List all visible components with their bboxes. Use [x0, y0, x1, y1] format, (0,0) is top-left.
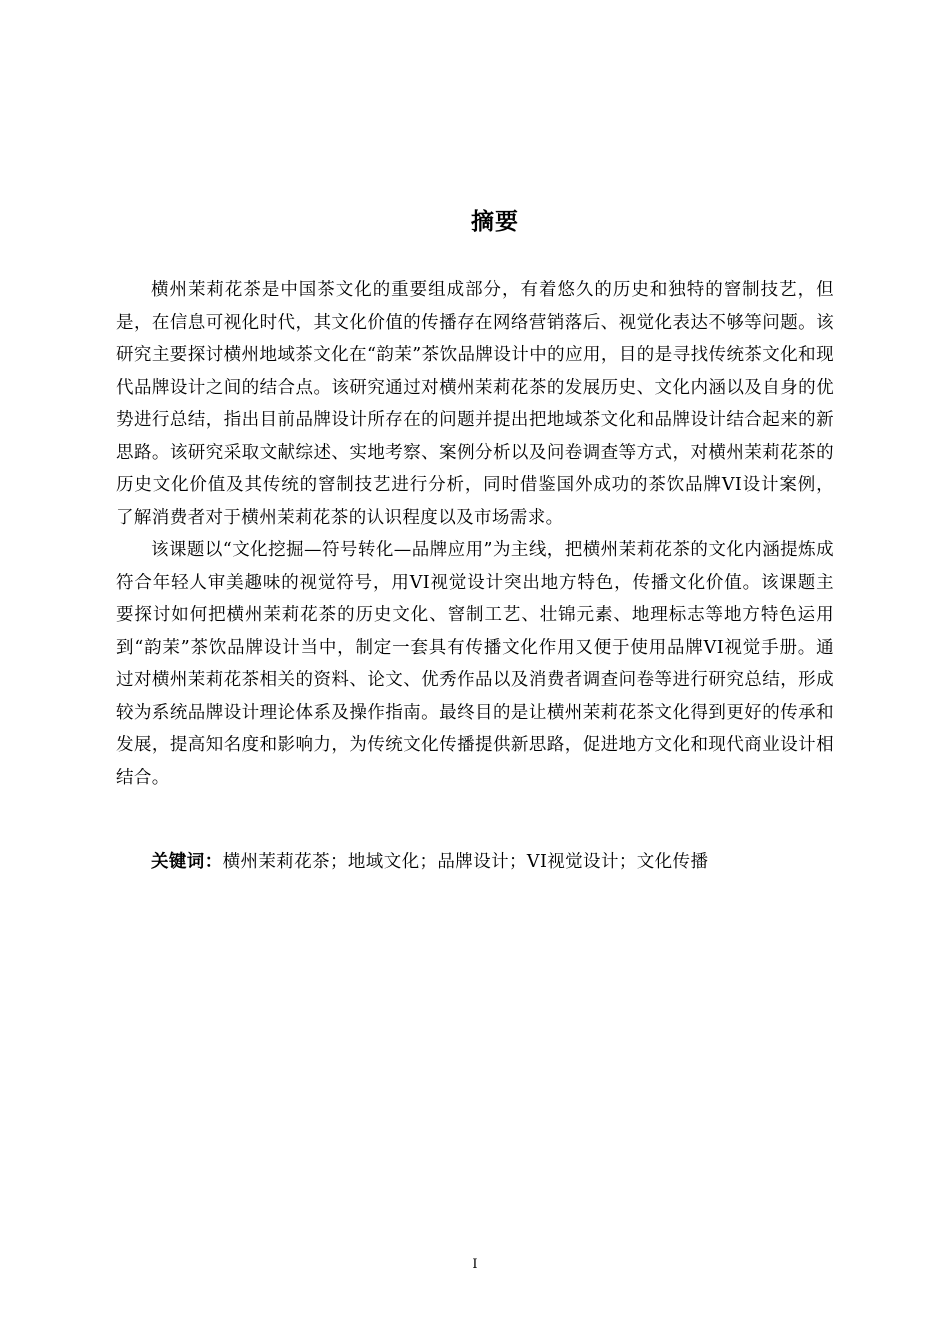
abstract-paragraph-1: 横州茉莉花茶是中国茶文化的重要组成部分，有着悠久的历史和独特的窨制技艺，但是，在信息可视化时代，其文化价值的传播存在网络营销落后、视觉化表达不够等问题。该研究主要探讨横州地域茶文化在“韵茉”茶饮品牌设计中的应用，目的是寻找传统茶文化和现代品牌设计之间的结合点。该研究通过对横州茉莉花茶的发展历史、文化内涵以及自身的优势进行总结，指出目前品牌设计所存在的问题并提出把地域茶文化和品牌设计结合起来的新思路。该研究采取文献综述、实地考察、案例分析以及问卷调查等方式，对横州茉莉花茶的历史文化价值及其传统的窨制技艺进行分析，同时借鉴国外成功的茶饮品牌VI设计案例，了解消费者对于横州茉莉花茶的认识程度以及市场需求。 [116, 280, 834, 528]
keywords-label: 关键词： [151, 852, 223, 872]
keywords-line [116, 846, 834, 878]
keywords-list: 横州茉莉花茶；地域文化；品牌设计；VI视觉设计；文化传播 [222, 852, 709, 872]
abstract-title: 摘要 [471, 209, 519, 235]
abstract-body [116, 274, 834, 794]
abstract-paragraph-2: 该课题以“文化挖掘—符号转化—品牌应用”为主线，把横州茉莉花茶的文化内涵提炼成符合年轻人审美趣味的视觉符号，用VI视觉设计突出地方特色，传播文化价值。该课题主要探讨如何把横州茉莉花茶的历史文化、窨制工艺、壮锦元素、地理标志等地方特色运用到“韵茉”茶饮品牌设计当中，制定一套具有传播文化作用又便于使用品牌VI视觉手册。通过对横州茉莉花茶相关的资料、论文、优秀作品以及消费者调查问卷等进行研究总结，形成较为系统品牌设计理论体系及操作指南。最终目的是让横州茉莉花茶文化得到更好的传承和发展，提高知名度和影响力，为传统文化传播提供新思路，促进地方文化和现代商业设计相结合。 [116, 540, 834, 788]
page-number: I [472, 1257, 478, 1272]
